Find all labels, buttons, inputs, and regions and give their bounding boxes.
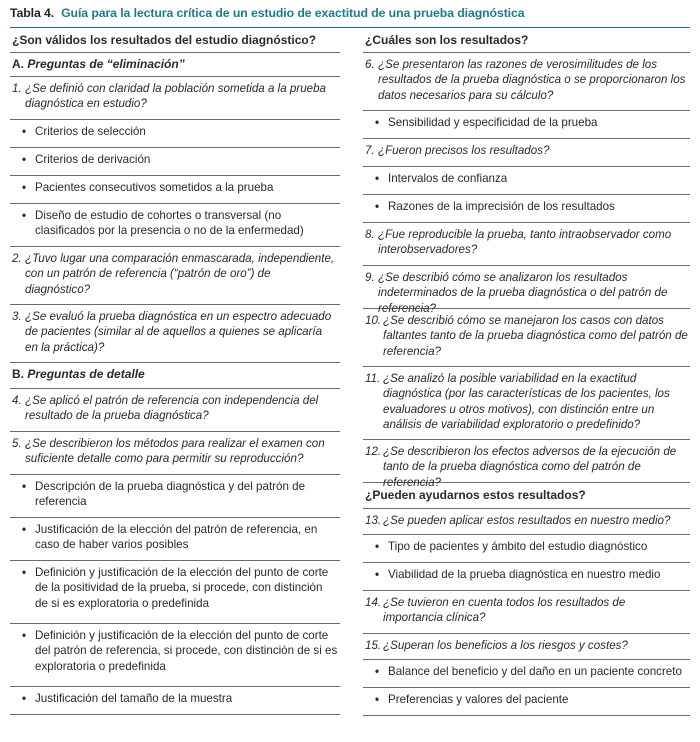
question-number: 1.: [12, 82, 22, 95]
bullet-item: [10, 624, 340, 687]
question-number: 15.: [365, 639, 382, 652]
question-number: 9.: [365, 271, 375, 284]
question-15: [363, 634, 690, 660]
bullet-item: [363, 195, 690, 223]
question-text: ¿Se describieron los métodos para realizar el examen con suficiente detalle como para permitir su reproducción?: [25, 437, 325, 466]
bullet-text: Justificación del tamaño de la muestra: [35, 692, 233, 705]
bullet-glyph: •: [375, 665, 380, 678]
bullet-text: Viabilidad de la prueba diagnóstica en nuestro medio: [388, 568, 661, 581]
table-title: Guía para la lectura crítica de un estudio de exactitud de una prueba diagnóstica: [61, 6, 525, 21]
bullet-text: Descripción de la prueba diagnóstica y del patrón de referencia: [35, 480, 306, 509]
bullet-glyph: •: [22, 523, 27, 536]
question-1: [10, 77, 340, 120]
question-number: 10.: [365, 314, 382, 327]
bullet-item: [363, 688, 690, 716]
question-8: [363, 223, 690, 266]
question-number: 6.: [365, 58, 375, 71]
question-number: 8.: [365, 228, 375, 241]
bullet-glyph: •: [375, 693, 380, 706]
question-text: ¿Fue reproducible la prueba, tanto intraobservador como interobservadores?: [378, 228, 672, 257]
right-column-header: ¿Cuáles son los resultados?: [363, 28, 690, 53]
bullet-item: [363, 111, 690, 139]
bullet-text: Justificación de la elección del patrón de referencia, en caso de haber varios posibles: [35, 523, 318, 552]
question-10: [363, 309, 690, 367]
bullet-text: Definición y justificación de la elección del punto de corte de la positividad de la prueba, si procede, con distinción de si es exploratoria o predefinida: [35, 566, 329, 610]
table-label: Tabla 4.: [10, 6, 55, 21]
question-7: [363, 139, 690, 167]
question-number: 4.: [12, 394, 22, 407]
bullet-glyph: •: [22, 480, 27, 493]
bullet-item: [363, 535, 690, 563]
bullet-text: Tipo de pacientes y ámbito del estudio diagnóstico: [388, 540, 648, 553]
question-text: ¿Se evaluó la prueba diagnóstica en un espectro adecuado de pacientes (similar al de aquellos a quienes se aplicaría en la práctica)?: [25, 310, 332, 354]
bullet-glyph: •: [22, 181, 27, 194]
question-number: 3.: [12, 310, 22, 323]
bullet-glyph: •: [22, 125, 27, 138]
bullet-glyph: •: [375, 172, 380, 185]
bullet-text: Definición y justificación de la elección del punto de corte del patrón de referencia, si procede, con distinción de si es exploratoria o predefinida: [35, 629, 338, 673]
question-text: ¿Se describieron los efectos adversos de la ejecución de tanto de la prueba diagnóstica como del patrón de referencia?: [383, 445, 677, 489]
question-text: ¿Se aplicó el patrón de referencia con independencia del resultado de la prueba diagnóstica?: [25, 394, 319, 423]
right-column-header-2: ¿Pueden ayudarnos estos resultados?: [363, 483, 690, 509]
bullet-text: Balance del beneficio y del daño en un paciente concreto: [388, 665, 682, 678]
question-number: 5.: [12, 437, 22, 450]
question-text: ¿Se describió cómo se manejaron los casos con datos faltantes tanto de la prueba diagnóstica como del patrón de referencia?: [383, 314, 688, 358]
section-b-prefix: B.: [12, 367, 24, 381]
question-4: [10, 389, 340, 432]
bullet-item: [10, 204, 340, 247]
question-3: [10, 305, 340, 363]
section-a-header: [10, 53, 340, 77]
bullet-text: Criterios de derivación: [35, 153, 151, 166]
section-a-title: Preguntas de “eliminación”: [27, 57, 185, 71]
bullet-item: [363, 167, 690, 195]
bullet-glyph: •: [22, 629, 27, 642]
bullet-text: Sensibilidad y especificidad de la prueba: [388, 116, 598, 129]
question-text: ¿Superan los beneficios a los riesgos y costes?: [383, 639, 628, 652]
question-11: [363, 367, 690, 440]
bullet-item: [10, 148, 340, 176]
left-column: [10, 28, 340, 716]
question-number: 13.: [365, 514, 382, 527]
left-column-header: ¿Son válidos los resultados del estudio diagnóstico?: [10, 28, 340, 53]
section-b-title: Preguntas de detalle: [27, 367, 145, 381]
bullet-glyph: •: [22, 209, 27, 222]
bullet-text: Diseño de estudio de cohortes o transversal (no clasificados por la presencia o no de la enfermedad): [35, 209, 304, 238]
bullet-text: Razones de la imprecisión de los resultados: [388, 200, 615, 213]
bullet-item: [10, 561, 340, 624]
question-text: ¿Se definió con claridad la población sometida a la prueba diagnóstica en estudio?: [25, 82, 326, 111]
bullet-glyph: •: [375, 568, 380, 581]
question-12: [363, 440, 690, 489]
section-b-header: [10, 363, 340, 389]
bullet-item: [10, 176, 340, 204]
question-text: ¿Se describió cómo se analizaron los resultados indeterminados de la prueba diagnóstica o del patrón de referencia?: [378, 271, 668, 315]
question-text: ¿Fueron precisos los resultados?: [378, 144, 550, 157]
bullet-glyph: •: [375, 540, 380, 553]
question-number: 2.: [12, 252, 22, 265]
section-a-prefix: A.: [12, 57, 24, 71]
question-5: [10, 432, 340, 475]
bullet-glyph: •: [22, 566, 27, 579]
question-number: 11.: [365, 372, 381, 385]
bullet-text: Pacientes consecutivos sometidos a la prueba: [35, 181, 274, 194]
bullet-item: [10, 475, 340, 518]
bullet-glyph: •: [375, 200, 380, 213]
question-6: [363, 53, 690, 111]
table-columns: [10, 28, 690, 716]
question-text: ¿Se presentaron las razones de verosimilitudes de los resultados de la prueba diagnóstica o se proporcionaron los datos necesarios para su cálculo?: [378, 58, 686, 102]
question-text: ¿Tuvo lugar una comparación enmascarada, independiente, con un patrón de referencia (“patrón de oro”) de diagnóstico?: [25, 252, 335, 296]
question-2: [10, 247, 340, 305]
bullet-text: Preferencias y valores del paciente: [388, 693, 569, 706]
question-text: ¿Se tuvieron en cuenta todos los resultados de importancia clínica?: [383, 596, 626, 625]
question-9: [363, 266, 690, 315]
question-14: [363, 591, 690, 634]
question-number: 14.: [365, 596, 382, 609]
bullet-glyph: •: [22, 153, 27, 166]
bullet-glyph: •: [22, 692, 27, 705]
question-text: ¿Se analizó la posible variabilidad en la exactitud diagnóstica (por las características de los pacientes, los evaluadores u otros motivos), con distinción entre un análisis de variabilidad exploratorio o predefinido?: [383, 372, 670, 432]
bullet-item: [363, 563, 690, 591]
question-number: 7.: [365, 144, 375, 157]
right-column: [363, 28, 690, 716]
bullet-text: Criterios de selección: [35, 125, 146, 138]
bullet-item: [10, 120, 340, 148]
question-number: 12.: [365, 445, 382, 458]
bullet-item: [10, 518, 340, 561]
table-title-bar: [10, 0, 690, 28]
bullet-item: [363, 660, 690, 688]
question-text: ¿Se pueden aplicar estos resultados en nuestro medio?: [383, 514, 671, 527]
bullet-glyph: •: [375, 116, 380, 129]
bullet-text: Intervalos de confianza: [388, 172, 508, 185]
question-13: [363, 509, 690, 535]
bullet-item: [10, 687, 340, 715]
